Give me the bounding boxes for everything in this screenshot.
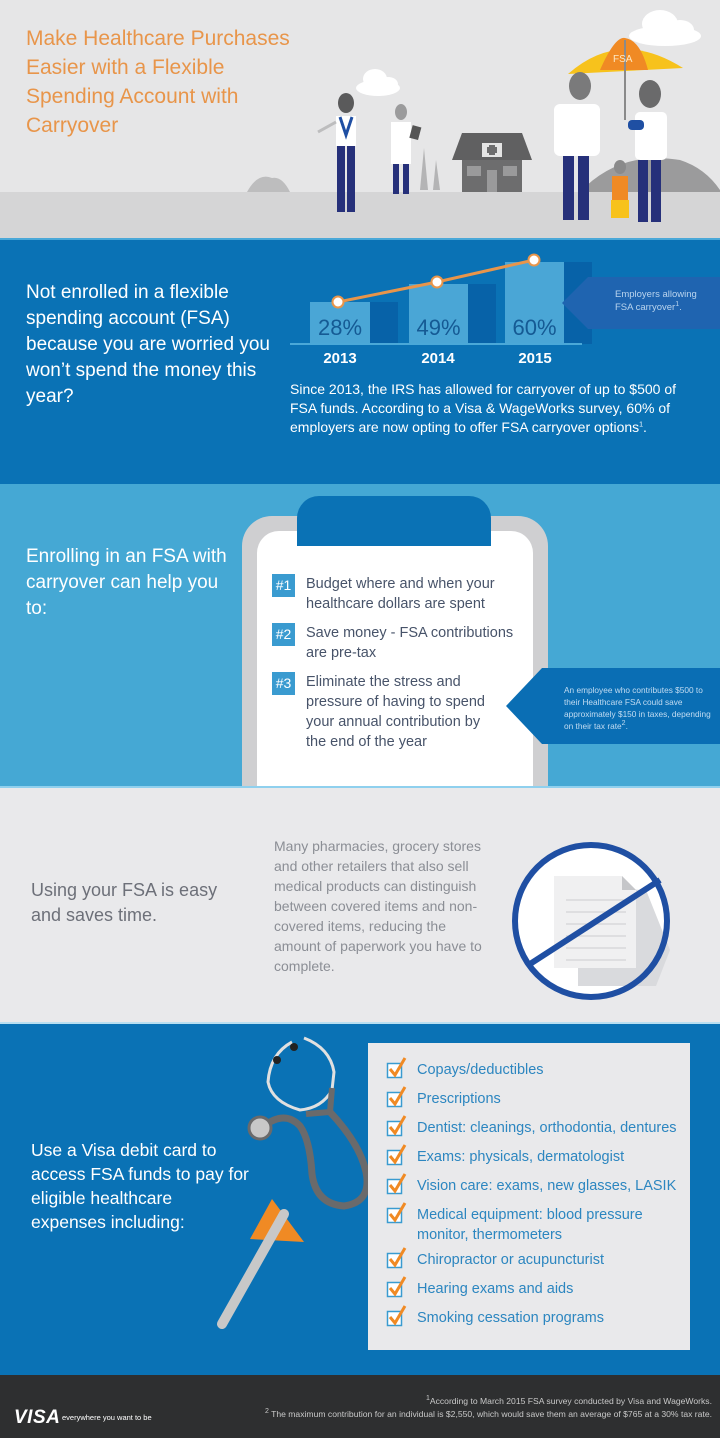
footnote-1: $^1$According to March 2015 FSA survey conducted by Visa and WageWorks.: [425, 1395, 712, 1406]
expense-item: Chiropractor or acupuncturist: [386, 1247, 690, 1274]
hero-section: [0, 0, 720, 238]
checkbox-checked-icon: [386, 1086, 408, 1108]
year-label: 2015: [518, 350, 552, 367]
nurse-figure: [318, 93, 356, 212]
tax-savings-callout: An employee who contributes $500 to their Healthcare FSA could save approximately $150 in taxes, depending on their tax rate$^2$.: [542, 668, 720, 744]
expense-item: Hearing exams and aids: [386, 1276, 690, 1303]
expense-item: Smoking cessation programs: [386, 1305, 690, 1332]
number-badge: #1: [272, 574, 295, 597]
carryover-question: Not enrolled in a flexible spending account (FSA) because you are worried you won’t spend the money this year?: [26, 282, 270, 407]
easy-description: Many pharmacies, grocery stores and other retailers that also sell medical products can distinguish between covered items and non-covered items, reducing the amount of paperwork you have to complete.: [274, 838, 482, 974]
chart-axis: [290, 343, 582, 345]
family-illustration: [0, 0, 720, 238]
clipboard-clip: [297, 496, 491, 546]
checkbox-checked-icon: [386, 1173, 408, 1195]
carryover-section: [0, 238, 720, 482]
benefit-item: #2 Save money - FSA contributions are pre-tax: [272, 623, 532, 663]
easy-section: [0, 786, 720, 1022]
checkbox-checked-icon: [386, 1144, 408, 1166]
footer: [0, 1372, 720, 1438]
checkbox-checked-icon: [386, 1247, 408, 1269]
benefits-section: [0, 482, 720, 786]
no-paperwork-icon: [510, 840, 672, 1002]
stethoscope-icon: [249, 1038, 367, 1206]
checkbox-checked-icon: [386, 1057, 408, 1079]
benefits-list: [272, 574, 532, 761]
benefits-heading: Enrolling in an FSA with carryover can help you to:: [26, 546, 227, 619]
checkbox-checked-icon: [386, 1202, 408, 1224]
page-title: Make Healthcare Purchases Easier with a Flexible Spending Account with Carryover: [26, 27, 290, 137]
doctor-figure: [391, 104, 421, 194]
bar-2014: 49%: [409, 284, 468, 343]
benefit-item: #3 Eliminate the stress and pressure of having to spend your annual contribution by the end of the year: [272, 672, 532, 752]
expense-item: Dentist: cleanings, orthodontia, dentures: [386, 1115, 690, 1142]
number-badge: #2: [272, 623, 295, 646]
expenses-heading: Use a Visa debit card to access FSA funds to pay for eligible healthcare expenses including:: [31, 1140, 249, 1232]
bar-2015: 60%: [505, 262, 564, 343]
expense-item: Prescriptions: [386, 1086, 690, 1113]
footnote-2: $^2$ The maximum contribution for an individual is $2,550, which would save them an average of $765 at a 30% tax rate.: [264, 1408, 712, 1419]
expenses-section: [0, 1022, 720, 1372]
footnotes: [265, 1395, 712, 1421]
eligible-expenses-list: [368, 1043, 690, 1350]
trend-line: [290, 240, 590, 350]
easy-heading: Using your FSA is easy and saves time.: [31, 880, 218, 925]
expense-item: Vision care: exams, new glasses, LASIK: [386, 1173, 690, 1200]
checkbox-checked-icon: [386, 1115, 408, 1137]
carryover-description: Since 2013, the IRS has allowed for carryover of up to $500 of FSA funds. According to a Visa & WageWorks survey, 60% of employers are now opting to offer FSA carryover options$^1$.: [290, 381, 677, 435]
mother-figure: [628, 80, 667, 222]
checkbox-checked-icon: [386, 1305, 408, 1327]
employers-callout: Employers allowing FSA carryover$^1$.: [588, 277, 720, 329]
visa-tagline: everywhere you want to be: [62, 1413, 152, 1422]
number-badge: #3: [272, 672, 295, 695]
checkbox-checked-icon: [386, 1276, 408, 1298]
expense-item: Exams: physicals, dermatologist: [386, 1144, 690, 1171]
father-figure: [554, 72, 600, 220]
visa-logo: VISA: [14, 1407, 61, 1428]
expense-item: Medical equipment: blood pressure monitor, thermometers: [386, 1202, 690, 1245]
year-label: 2014: [421, 350, 455, 367]
year-label: 2013: [323, 350, 357, 367]
clinic-icon: [452, 133, 532, 192]
benefit-item: #1 Budget where and when your healthcare dollars are spent: [272, 574, 532, 614]
expense-item: Copays/deductibles: [386, 1057, 690, 1084]
bar-2013: 28%: [310, 302, 370, 343]
svg-text:FSA: FSA: [613, 54, 633, 65]
